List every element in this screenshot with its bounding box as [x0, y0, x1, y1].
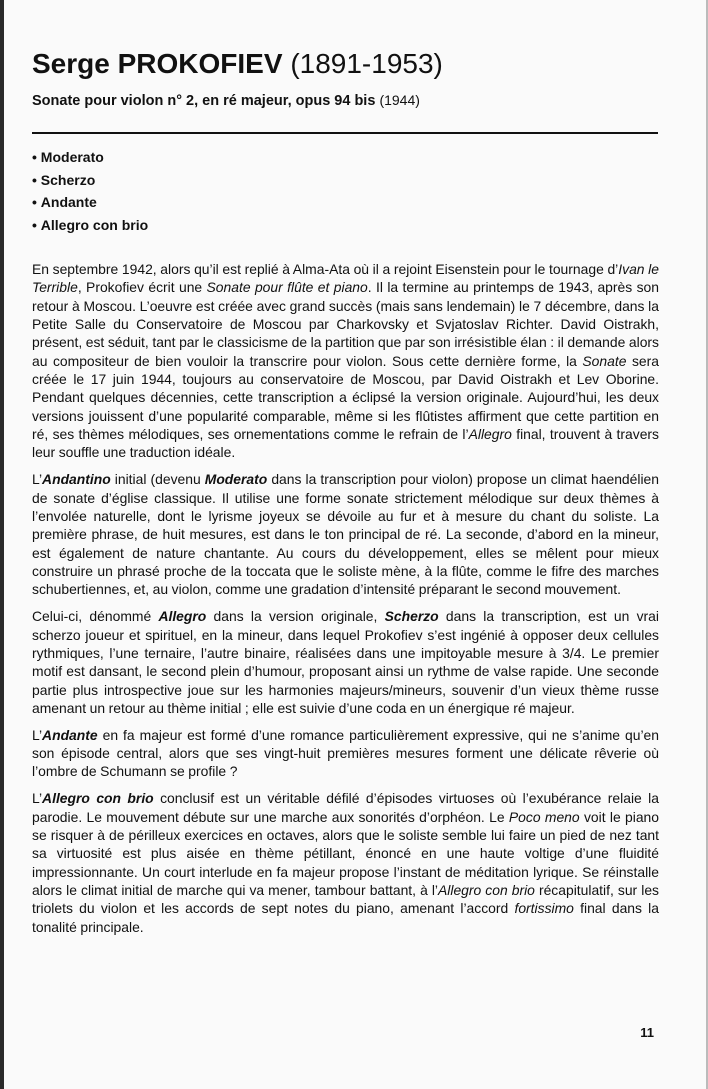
movement-item: • Scherzo — [32, 169, 148, 192]
emphasis-bold-italic: Scherzo — [384, 608, 439, 625]
emphasis-italic: Allegro con brio — [438, 882, 535, 898]
text-run: L’ — [32, 790, 43, 807]
title-divider — [32, 132, 658, 134]
text-run: en fa majeur est formé d’une romance particulièrement expressive, qui ne s’anime qu’en son épisode central, alors que ses vingt-huit premières mesures forment une délicate rêverie où l’ombre de Schumann se profile ? — [32, 726, 659, 780]
movement-item: • Moderato — [32, 146, 148, 169]
paragraph — [32, 260, 659, 462]
composer-last-name: PROKOFIEV — [117, 48, 283, 79]
work-name: Sonate pour violon n° 2, en ré majeur, opus 94 bis — [32, 93, 376, 109]
text-run: dans la transcription, est un vrai scherzo joueur et spirituel, en la mineur, dans lequel Prokofiev s’est ingénié à opposer deux cellules rythmiques, l’une ternaire, l’autre binaire, réalisées dans une impitoyable mesure à 3/4. Le premier motif est dansant, le second plein d’humour, proposant ainsi un rythme de valse rapide. Une seconde partie plus introspective joue sur les harmonies majeurs/mineurs, souvenir d’un vieux thème russe amenant un retour au thème initial ; elle est suivie d’une coda en un énergique ré majeur. — [32, 608, 659, 716]
text-run: L’ — [32, 471, 43, 488]
text-run: final, trouvent à travers leur souffle une traduction idéale. — [32, 426, 659, 461]
program-notes — [32, 260, 659, 945]
text-run: dans la transcription pour violon) propose un climat haendélien de sonate d’église classique. Il utilise une forme sonate strictement mélodique sur deux thèmes à l’envolée naturelle, dont le lyrisme joyeux se dévoile au fur et à mesure du chant du soliste. La première phrase, de huit mesures, est dans le ton principal de ré. La seconde, d’abord en la mineur, est également de nature chantante. Au cours du développement, elles se mêlent pour mieux construire un phrasé proche de la toccata que le soliste mène, à la flûte, comme le fifre des marches schubertiennes, et, au violon, comme une gradation d’intensité préparant le second mouvement. — [32, 471, 659, 598]
movement-list — [32, 146, 148, 237]
text-run: Celui-ci, dénommé — [32, 608, 159, 625]
text-run: conclusif est un véritable défilé d’épisodes virtuoses où l’exubérance relaie la parodie. Le mouvement débute sur une marche aux sonorités d’orphéon. Le — [32, 790, 659, 825]
emphasis-bold-italic: Allegro — [158, 608, 207, 625]
emphasis-bold-italic: Andante — [42, 726, 98, 743]
emphasis-bold-italic: Allegro con brio — [42, 790, 154, 807]
work-year: (1944) — [379, 92, 420, 108]
emphasis-bold-italic: Andantino — [42, 471, 111, 488]
emphasis-italic: Sonate — [582, 352, 627, 369]
composer-first-name: Serge — [32, 48, 110, 79]
text-run: sera créée le 17 juin 1944, toujours au conservatoire de Moscou, par David Oistrakh et Lev Oborine. Pendant quelques décennies, cette transcription a éclipsé la version originale. Aujourd’hui, les deux versions jouissent d’une popularité comparable, même si les flûtistes affirment que cette partition en ré, ses thèmes mélodiques, ses ornementations comme le refrain de l’ — [32, 352, 659, 443]
work-title — [32, 91, 420, 110]
movement-item: • Andante — [32, 191, 148, 214]
emphasis-italic: fortissimo — [514, 900, 574, 917]
page-number: 11 — [640, 1025, 654, 1040]
text-run: récapitulatif, sur les triolets du violon et les accords de sept notes du piano, amenant l’accord — [32, 882, 659, 917]
paragraph — [32, 607, 659, 717]
text-run: . Il la termine au printemps de 1943, après son retour à Moscou. L’oeuvre est créée avec grand succès (mais sans lendemain) le 7 décembre, dans la Petite Salle du Conservatoire de Moscou par Charkovsky et Svjatoslav Richter. David Oistrakh, présent, est séduit, tant par le classicisme de la partition que par son irrésistible élan : il demande alors au compositeur de bien vouloir la transcrire pour violon. Sous cette dernière forme, la — [32, 279, 659, 369]
emphasis-italic: Ivan le Terrible — [32, 261, 659, 296]
emphasis-italic: Allegro — [468, 426, 512, 443]
emphasis-italic: Poco meno — [508, 808, 580, 825]
paragraph — [32, 789, 659, 936]
page-title — [32, 48, 443, 80]
composer-years: (1891-1953) — [290, 48, 443, 79]
text-run: dans la version originale, — [206, 608, 385, 625]
movement-item: • Allegro con brio — [32, 214, 148, 237]
paragraph — [32, 726, 659, 781]
text-run: En septembre 1942, alors qu’il est replié à Alma-Ata où il a rejoint Eisenstein pour le tournage d’ — [32, 261, 619, 277]
paragraph — [32, 470, 659, 598]
text-run: L’ — [32, 726, 43, 743]
text-run: final dans la tonalité principale. — [32, 900, 659, 935]
text-run: , Prokofiev écrit une — [77, 279, 207, 296]
emphasis-italic: Sonate pour flûte et piano — [206, 279, 368, 296]
emphasis-bold-italic: Moderato — [204, 471, 268, 488]
text-run: initial (devenu — [110, 471, 205, 488]
text-run: voit le piano se risquer à de périlleux exercices en octaves, alors que le soliste semble lui faire un pied de nez tant sa virtuosité est plus aisée en thème pétillant, énoncé en une haute voltige d’une fluidité impressionnante. Un court interlude en fa majeur propose l’instant de méditation lyrique. Se réinstalle alors le climat initial de marche qui va mener, tambour battant, à l’ — [32, 808, 660, 898]
